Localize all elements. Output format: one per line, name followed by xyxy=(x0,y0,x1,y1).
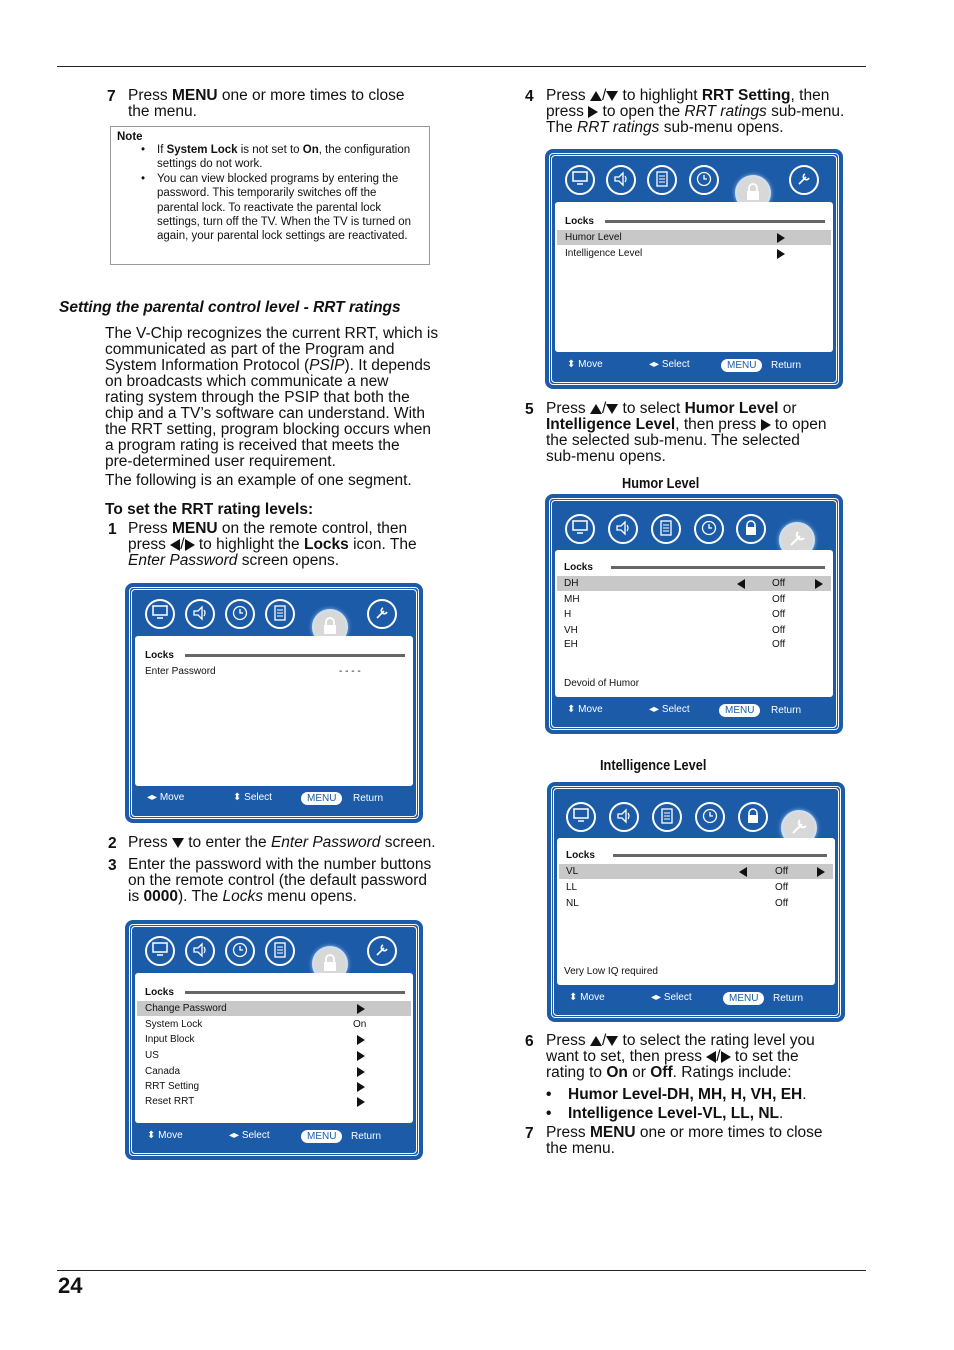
menu-title: Locks xyxy=(566,850,595,861)
footer-select: ◂▸ Select xyxy=(229,1130,270,1141)
footer-move: ⬍ Move xyxy=(147,1130,183,1141)
menu-title: Locks xyxy=(564,562,593,573)
system-lock-value: On xyxy=(353,1019,367,1030)
bottom-rule xyxy=(57,1270,866,1271)
bullet-intel: • xyxy=(546,1105,552,1122)
speaker-icon xyxy=(608,514,638,544)
menu-row-nl[interactable]: NL Off xyxy=(566,898,789,909)
menu-row-system-lock[interactable]: System Lock On xyxy=(145,1019,367,1030)
lock-icon xyxy=(738,802,768,832)
note-item: • If System Lock is not set to On, the configuration settings do not work. xyxy=(157,143,421,172)
lock-icon xyxy=(736,514,766,544)
menu-button: MENU xyxy=(721,359,762,372)
step-text: Press MENU one or more times to close the menu. xyxy=(546,1124,823,1157)
step-text: Press MENU on the remote control, then press / to highlight the Locks icon. The Enter Password screen opens. xyxy=(128,520,417,569)
list-icon xyxy=(652,802,682,832)
menu-row-intelligence-level[interactable]: Intelligence Level xyxy=(565,246,825,261)
down-arrow-icon xyxy=(606,1036,618,1046)
menu-row-h[interactable]: H Off xyxy=(564,609,786,620)
tv-icon xyxy=(145,599,175,629)
menu-row-eh[interactable]: EH Off xyxy=(564,639,786,650)
left-arrow-icon xyxy=(170,539,180,551)
list-icon xyxy=(651,514,681,544)
rating-value: Off xyxy=(772,578,786,589)
caption-intelligence-level: Intelligence Level xyxy=(600,758,707,774)
footer-return: Return xyxy=(773,993,804,1004)
up-arrow-icon xyxy=(590,91,602,101)
tv-menu-enter-password xyxy=(127,585,421,821)
step-text: Enter the password with the number buttons on the remote control (the default password is 0000). The Locks menu opens. xyxy=(128,856,432,905)
step-number: 6 xyxy=(525,1033,534,1050)
menu-row-canada[interactable]: Canada xyxy=(145,1064,405,1079)
bullet-humor: • xyxy=(546,1086,552,1103)
menu-row-vl[interactable]: VL Off xyxy=(559,864,833,879)
menu-row-mh[interactable]: MH Off xyxy=(564,594,786,605)
footer-move: ⬍ Move xyxy=(567,359,603,370)
list-icon xyxy=(265,599,295,629)
bullet-intel-text: Intelligence Level-VL, LL, NL. xyxy=(568,1105,784,1122)
menu-title: Locks xyxy=(565,216,594,227)
footer-select: ◂▸ Select xyxy=(649,359,690,370)
note-box xyxy=(110,126,430,265)
menu-row-ll[interactable]: LL Off xyxy=(566,882,789,893)
menu-row-enter-password[interactable]: Enter Password - - - - xyxy=(145,666,361,677)
wrench-icon xyxy=(789,165,819,195)
speaker-icon xyxy=(185,936,215,966)
menu-row-vh[interactable]: VH Off xyxy=(564,625,786,636)
menu-button: MENU xyxy=(723,992,764,1005)
step-text: Press MENU one or more times to close the menu. xyxy=(128,87,405,120)
menu-row-humor-level[interactable]: Humor Level xyxy=(557,230,831,245)
step-number: 3 xyxy=(108,857,117,874)
footer-select: ⬍ Select xyxy=(233,792,272,803)
footer-move: ⬍ Move xyxy=(567,704,603,715)
tv-menu-locks xyxy=(127,922,421,1158)
footer-return: Return xyxy=(771,360,802,371)
footer-return: Return xyxy=(771,705,802,716)
caption-humor-level: Humor Level xyxy=(622,476,700,492)
rating-value: Off xyxy=(775,866,789,877)
menu-row-dh[interactable]: DH Off xyxy=(557,576,831,591)
clock-icon xyxy=(695,802,725,832)
clock-icon xyxy=(694,514,724,544)
password-value: - - - - xyxy=(339,666,361,677)
tv-icon xyxy=(565,165,595,195)
note-title: Note xyxy=(117,131,143,143)
menu-title: Locks xyxy=(145,987,174,998)
menu-row-input-block[interactable]: Input Block xyxy=(145,1032,405,1047)
down-arrow-icon xyxy=(606,91,618,101)
step-number: 7 xyxy=(525,1125,534,1142)
footer-move: ⬍ Move xyxy=(569,992,605,1003)
rating-description: Very Low IQ required xyxy=(564,966,658,977)
step-number: 7 xyxy=(107,88,116,105)
menu-row-change-password[interactable]: Change Password xyxy=(137,1001,411,1016)
right-arrow-icon xyxy=(185,539,195,551)
tv-menu-intelligence-level xyxy=(549,784,843,1020)
bullet-humor-text: Humor Level-DH, MH, H, VH, EH. xyxy=(568,1086,807,1103)
down-arrow-icon xyxy=(606,404,618,414)
menu-button: MENU xyxy=(719,704,760,717)
tv-icon xyxy=(566,802,596,832)
menu-title: Locks xyxy=(145,650,174,661)
section-heading: Setting the parental control level - RRT ratings xyxy=(59,299,401,316)
list-icon xyxy=(647,165,677,195)
tv-icon xyxy=(145,936,175,966)
step-number: 1 xyxy=(108,521,117,538)
up-arrow-icon xyxy=(590,1036,602,1046)
step-text: Press / to select Humor Level or Intelligence Level, then press to open the selected sub-menu. The selected sub-menu opens. xyxy=(546,400,827,465)
step-text: Press to enter the Enter Password screen. xyxy=(128,834,436,851)
footer-return: Return xyxy=(353,793,384,804)
note-item: • You can view blocked programs by entering the password. This temporarily switches off the parental lock. To reactivate the parental lock settings, turn off the TV. When the TV is turned on again, your parental lock settings are reactivated. xyxy=(157,172,421,244)
wrench-icon xyxy=(367,599,397,629)
clock-icon xyxy=(689,165,719,195)
menu-row-us[interactable]: US xyxy=(145,1048,405,1063)
step-number: 5 xyxy=(525,401,534,418)
page-number: 24 xyxy=(58,1273,83,1298)
menu-button: MENU xyxy=(301,792,342,805)
speaker-icon xyxy=(185,599,215,629)
speaker-icon xyxy=(606,165,636,195)
footer-select: ◂▸ Select xyxy=(651,992,692,1003)
list-icon xyxy=(265,936,295,966)
rating-description: Devoid of Humor xyxy=(564,678,640,689)
step-text: Press / to select the rating level you want to set, then press / to set the rating to On or Off. Ratings include: xyxy=(546,1032,815,1081)
tv-menu-humor-level xyxy=(547,496,841,732)
up-arrow-icon xyxy=(590,404,602,414)
clock-icon xyxy=(225,599,255,629)
down-arrow-icon xyxy=(172,838,184,848)
menu-row-rrt-setting[interactable]: RRT Setting xyxy=(145,1079,405,1094)
menu-button: MENU xyxy=(301,1130,342,1143)
top-rule xyxy=(57,66,866,67)
speaker-icon xyxy=(609,802,639,832)
step-number: 2 xyxy=(108,835,117,852)
step-number: 4 xyxy=(525,88,534,105)
clock-icon xyxy=(225,936,255,966)
menu-row-reset-rrt[interactable]: Reset RRT xyxy=(145,1094,405,1109)
footer-move: ◂▸ Move xyxy=(147,792,185,803)
example-paragraph: The following is an example of one segment. xyxy=(105,472,412,489)
step-text: Press / to highlight RRT Setting, then press to open the RRT ratings sub-menu. The RRT ratings sub-menu opens. xyxy=(546,87,845,136)
wrench-icon xyxy=(367,936,397,966)
tv-icon xyxy=(565,514,595,544)
subheading: To set the RRT rating levels: xyxy=(105,501,314,518)
tv-menu-rrt-ratings xyxy=(547,151,841,387)
right-arrow-icon xyxy=(721,1051,731,1063)
right-arrow-icon xyxy=(588,106,598,118)
footer-return: Return xyxy=(351,1131,382,1142)
left-arrow-icon xyxy=(706,1051,716,1063)
footer-select: ◂▸ Select xyxy=(649,704,690,715)
intro-paragraph: The V-Chip recognizes the current RRT, which is communicated as part of the Program and System Information Protocol (PSIP). It depends on broadcasts which communicate a new rating system through the PSIP that both the chip and a TV’s software can understand. With the RRT setting, program blocking occurs when a program rating is received that meets the pre-determined user requirement. xyxy=(105,325,439,470)
right-arrow-icon xyxy=(761,419,771,431)
